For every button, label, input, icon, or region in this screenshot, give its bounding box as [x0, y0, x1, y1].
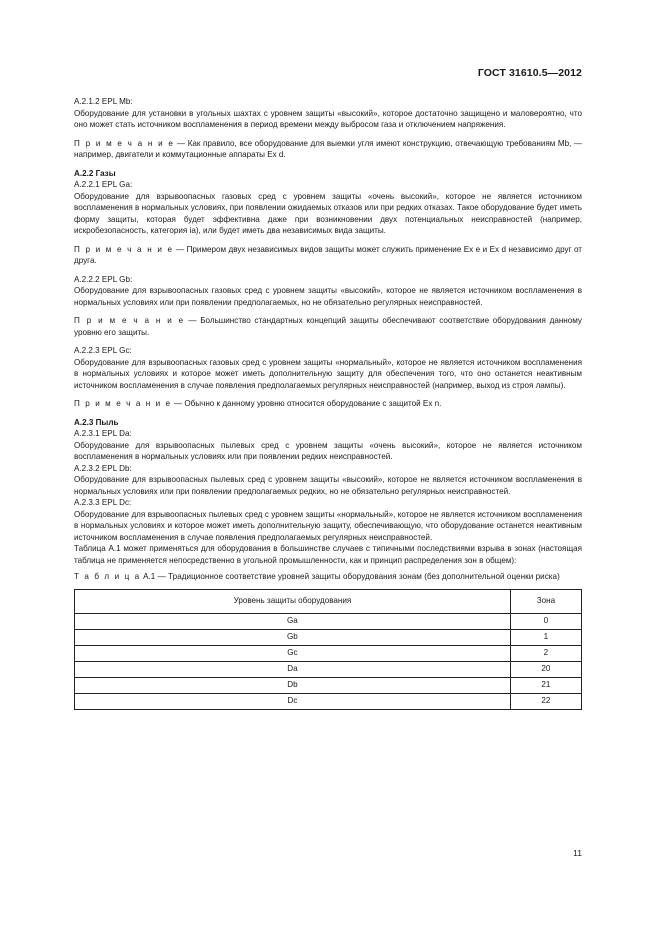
section-a223-heading: А.2.2.3 EPL Gc: — [74, 346, 132, 355]
section-a22-heading: А.2.2 Газы — [74, 168, 116, 178]
header-protection-level: Уровень защиты оборудования — [75, 589, 511, 613]
zone-cell: 1 — [510, 629, 581, 645]
section-a23-heading: А.2.3 Пыль — [74, 417, 119, 427]
epl-cell: Gc — [75, 645, 511, 661]
table-caption-text: А.1 — Традиционное соответствие уровней защиты оборудования зонам (без дополнительной оценки риска) — [140, 572, 560, 581]
section-a232-text: Оборудование для взрывоопасных пылевых сред с уровнем защиты «высокий», которое не является источником воспламенения в нормальных условиях или при появлении предполагаемых редких, но не обязательно регулярных неисправностей. — [74, 475, 582, 496]
section-a212-text: Оборудование для установки в угольных шахтах с уровнем защиты «высокий», которое достаточно защищено и маловероятно, что оно может стать источником воспламенения в период времени между выбросом газа и отключением напряжения. — [74, 108, 582, 129]
section-a233-heading: А.2.3.3 EPL Dc: — [74, 498, 132, 507]
section-a231-text: Оборудование для взрывоопасных пылевых сред с уровнем защиты «очень высокий», которое не является источником воспламенения в нормальных условиях или при появлении редких неисправностей. — [74, 440, 582, 461]
zone-cell: 20 — [510, 661, 581, 677]
zone-cell: 22 — [510, 693, 581, 709]
note-text: — Примером двух независимых видов защиты может служить применение Ex e и Ex d независимо друг от друга. — [74, 244, 582, 265]
section-a231-heading: А.2.3.1 EPL Da: — [74, 429, 132, 438]
note-label: П р и м е ч а н и е — [74, 316, 185, 325]
section-a221-heading: А.2.2.1 EPL Ga: — [74, 180, 133, 189]
note-text: — Как правило, все оборудование для выемки угля имеют конструкцию, отвечающую требованиям Mb, — например, двигатели и коммутационные аппараты Ex d. — [74, 138, 582, 159]
table-row — [75, 629, 582, 645]
epl-cell: Da — [75, 661, 511, 677]
table-row — [75, 645, 582, 661]
table-row — [75, 677, 582, 693]
section-a223-text: Оборудование для взрывоопасных газовых сред с уровнем защиты «нормальный», которое не является источником воспламенения в нормальных условиях и которое может иметь дополнительную защиту для обеспечения того, что оно останется неактивным источником воспламенения в случае появления предполагаемых регулярных неисправностей (например, выход из строя лампы). — [74, 357, 582, 390]
epl-cell: Db — [75, 677, 511, 693]
table-row — [75, 661, 582, 677]
epl-cell: Gb — [75, 629, 511, 645]
table-caption-label: Т а б л и ц а — [74, 572, 141, 581]
header-zone: Зона — [510, 589, 581, 613]
section-a212-note — [74, 138, 582, 161]
section-a232-heading: А.2.3.2 EPL Db: — [74, 463, 132, 473]
note-text: — Большинство стандартных концепций защиты обеспечивают соответствие оборудования данному уровню его защиты. — [74, 316, 582, 337]
table-row — [75, 613, 582, 629]
section-a221-note — [74, 244, 582, 267]
note-text: — Обычно к данному уровню относится оборудование с защитой Ex n. — [171, 399, 442, 408]
epl-cell: Dc — [75, 693, 511, 709]
table-intro: Таблица А.1 может применяться для оборудования в большинстве случаев с типичными последствиями взрыва в зонах (настоящая таблица не применяется непосредственно в угольной промышленности, как и принцип распределения зон в общем): — [74, 544, 582, 565]
table-row — [75, 693, 582, 709]
section-a222-heading: А.2.2.2 EPL Gb: — [74, 274, 133, 284]
zone-cell: 21 — [510, 677, 581, 693]
document-header: ГОСТ 31610.5—2012 — [477, 67, 582, 79]
page-content — [74, 96, 582, 710]
note-label: П р и м е ч а н и е — [74, 399, 172, 408]
table-caption — [74, 571, 582, 583]
note-label: П р и м е ч а н и е — [74, 244, 174, 254]
epl-cell: Ga — [75, 613, 511, 629]
page-number: 11 — [573, 848, 582, 858]
note-label: П р и м е ч а н и е — [74, 138, 175, 148]
table-header-row — [75, 589, 582, 613]
section-a221-text: Оборудование для взрывоопасных газовых сред с уровнем защиты «очень высокий», которое не является источником воспламенения в нормальных условиях, при появлении ожидаемых отказов или при редких отказах. Такое оборудование будет иметь форму защиты, которая будет эффективна даже при возникновении двух потенциальных неисправностей (например, искробезопасность, категория ia), или будет иметь два независимых вида защиты. — [74, 191, 582, 235]
section-a212-heading: А.2.1.2 EPL Mb: — [74, 97, 133, 106]
section-a222-text: Оборудование для взрывоопасных газовых сред с уровнем защиты «высокий», которое не является источником воспламенения в нормальных условиях или при появлении предполагаемых, но не обязательно регулярных неисправностей. — [74, 286, 582, 307]
zones-table — [74, 589, 582, 710]
section-a222-note — [74, 315, 582, 338]
section-a233-text: Оборудование для взрывоопасных пылевых сред с уровнем защиты «нормальный», которое не является источником воспламенения в нормальных условиях и которое может иметь дополнительную защиту, обеспечивающую, что оборудование останется неактивным источником воспламенения в случае появления предполагаемых регулярных неисправностей. — [74, 509, 582, 542]
zone-cell: 2 — [510, 645, 581, 661]
zone-cell: 0 — [510, 613, 581, 629]
section-a223-note — [74, 398, 582, 410]
